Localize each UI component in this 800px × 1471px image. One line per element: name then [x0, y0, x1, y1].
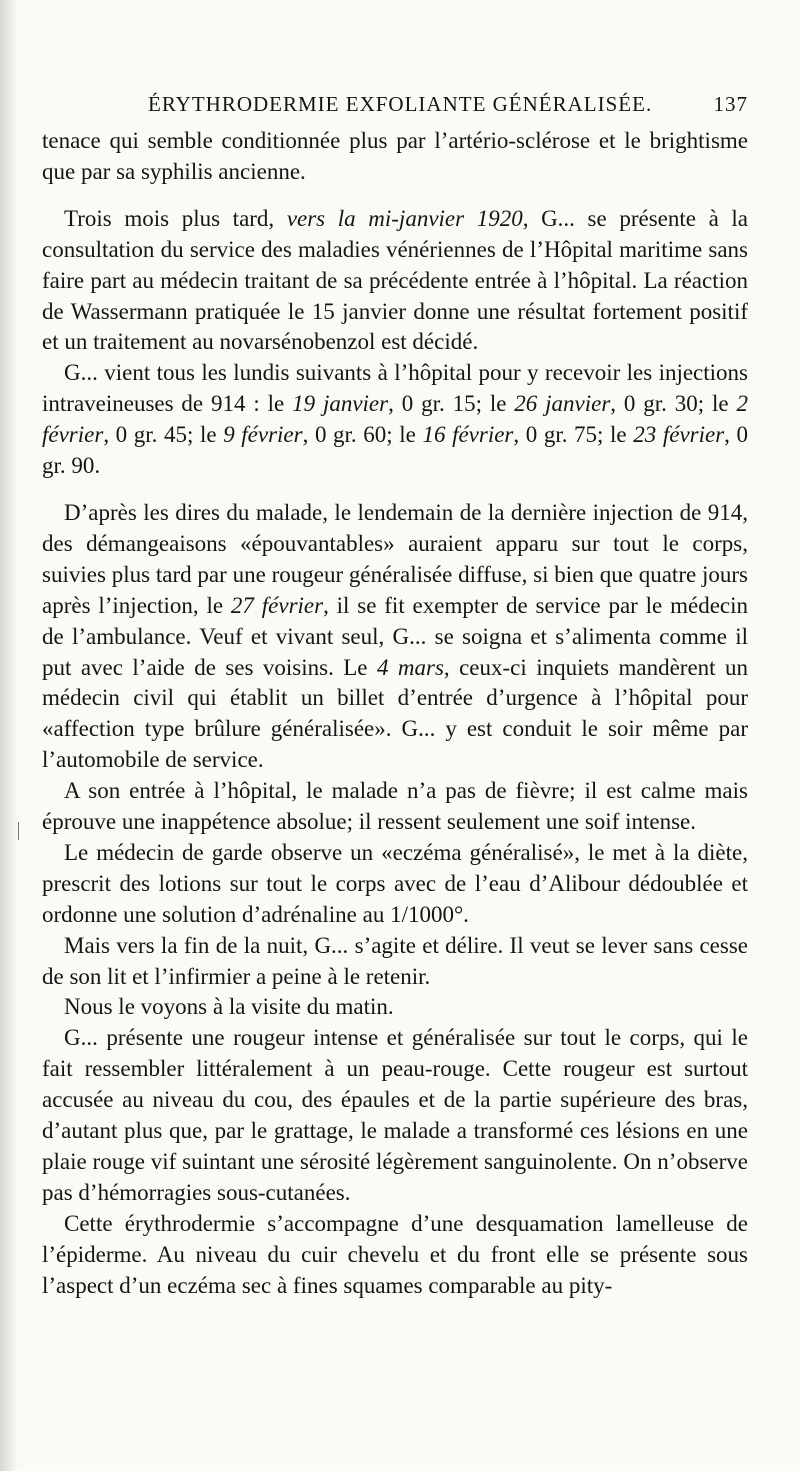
text-run: Nous le voyons à la visite du matin. [64, 994, 394, 1020]
paragraph-p4 [42, 498, 748, 776]
text-run: , 0 gr. 60; le [302, 422, 423, 448]
running-head [42, 92, 748, 126]
paragraph-p2 [42, 204, 748, 359]
paragraph-p10 [42, 1209, 748, 1302]
text-run: tenace qui semble conditionnée plus par l’artério-sclérose et le brightisme que par sa syphilis ancienne. [42, 128, 748, 184]
text-run: G... présente une rougeur intense et généralisée sur tout le corps, qui le fait ressembler littéralement à un peau-rouge. Cette rougeur est surtout accusée au niveau du cou, des épaules et de la partie supérieure des bras, d’autant plus que, par le grattage, le malade a transformé ces lésions en une plaie rouge vif suintant une sérosité légèrement sanguinolente. On n’observe pas d’hémorragies sous-cutanées. [42, 1025, 748, 1205]
paragraph-p1 [42, 126, 748, 188]
text-run: , 0 gr. 45; le [103, 422, 224, 448]
margin-mark [18, 822, 19, 840]
italic-date: 2 février [42, 391, 748, 448]
paragraph-p5 [42, 776, 748, 838]
text-run: Mais vers la fin de la nuit, G... s’agite et délire. Il veut se lever sans cesse de son lit et l’infirmier a peine à le retenir. [42, 932, 748, 989]
italic-date: 9 février [223, 422, 303, 448]
paragraph-p3 [42, 358, 748, 482]
text-run: Le médecin de garde observe un «eczéma généralisé», le met à la diète, prescrit des lotions sur tout le corps avec de l’eau d’Alibour dédoublée et ordonne une solution d’adrénaline au 1/1000°. [42, 839, 748, 927]
text-run: , 0 gr. 30; le [610, 391, 737, 417]
text-run: D’après les dires du malade, le lendemain de la dernière injection de 914, des démangeaisons «épouvantables» auraient apparu sur tout le corps, suivies plus tard par une rougeur généralisée diffuse, si bien que quatre jours après l’injection, le [42, 499, 748, 618]
text-run: , G... se présente à la consultation du service des maladies vénériennes de l’Hôpital maritime sans faire part au médecin traitant de sa précédente entrée à l’hôpital. La réaction de Wassermann pratiquée le 15 janvier donne une résultat fortement positif et un traitement au novarsénobenzol est décidé. [42, 205, 749, 355]
italic-date: 23 février [633, 422, 725, 448]
italic-date: 16 février [422, 422, 514, 448]
italic-date: 19 janvier [292, 391, 389, 417]
book-page [42, 92, 748, 1302]
text-run: Trois mois plus tard, [64, 205, 287, 231]
italic-date: vers la mi-janvier 1920 [286, 205, 523, 231]
text-run: , ceux-ci inquiets mandèrent un médecin civil qui établit un billet d’entrée d’urgence à l’hôpital pour «affection type brûlure généralisée». G... y est conduit le soir même par l’automobile de service. [42, 654, 748, 773]
text-run: Cette érythrodermie s’accompagne d’une desquamation lamelleuse de l’épiderme. Au niveau du cuir chevelu et du front elle se présente sous l’aspect d’un eczéma sec à fines squames comparable au pity- [42, 1210, 748, 1298]
italic-date: 4 mars [376, 654, 444, 680]
running-title: ÉRYTHRODERMIE EXFOLIANTE GÉNÉRALISÉE. [148, 92, 653, 116]
text-run: , 0 gr. 15; le [388, 391, 515, 417]
text-run: A son entrée à l’hôpital, le malade n’a pas de fièvre; il est calme mais éprouve une inappétence absolue; il ressent seulement une soif intense. [42, 778, 748, 835]
text-run: , 0 gr. 75; le [513, 422, 634, 448]
paragraph-p6 [42, 838, 748, 931]
text-run: , il se fit exempter de service par le médecin de l’ambulance. Veuf et vivant seul, G... se soigna et s’alimenta comme il put avec l’aide de ses voisins. Le [42, 592, 749, 680]
text-run: , 0 gr. 90. [42, 422, 749, 479]
italic-date: 26 janvier [514, 391, 611, 417]
italic-date: 27 février [230, 592, 324, 618]
paragraph-p8 [42, 992, 748, 1023]
page-edge-shadow [0, 0, 18, 1471]
paragraph-p9 [42, 1023, 748, 1208]
page-number: 137 [713, 92, 748, 116]
text-run: G... vient tous les lundis suivants à l’hôpital pour y recevoir les injections intraveineuses de 914 : le [42, 360, 748, 417]
paragraph-p7 [42, 931, 748, 993]
body-text [42, 126, 748, 1302]
